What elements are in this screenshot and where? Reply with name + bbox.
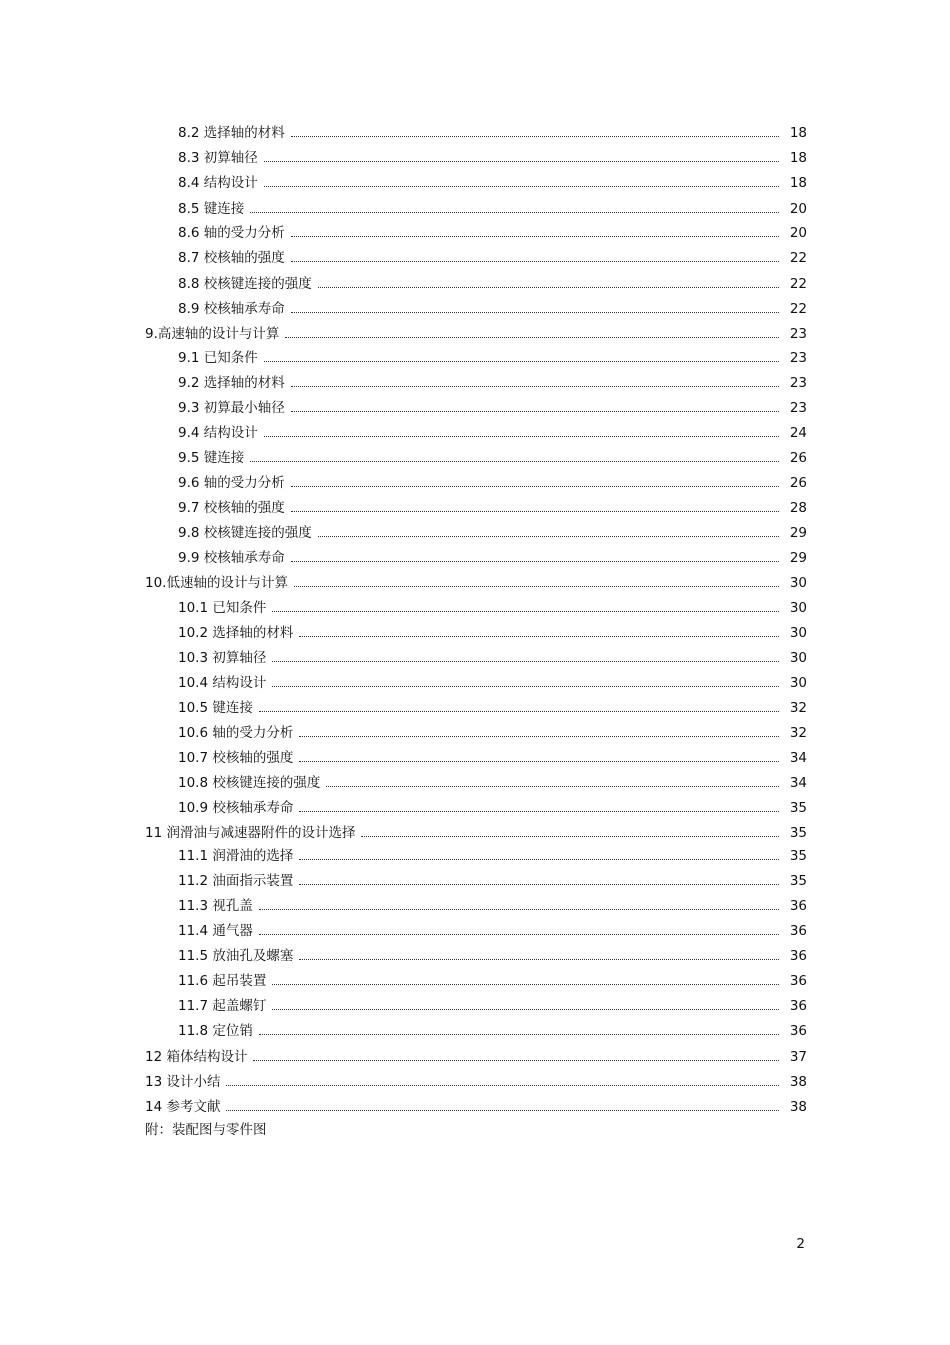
toc-entry-label: 11.6 起吊装置 xyxy=(178,973,267,989)
dot-leader xyxy=(291,385,779,387)
toc-entry[interactable] xyxy=(178,221,807,241)
dot-leader xyxy=(285,336,779,338)
dot-leader xyxy=(272,983,779,985)
toc-entry[interactable] xyxy=(145,1095,807,1115)
toc-entry[interactable] xyxy=(178,746,807,766)
toc-entry[interactable] xyxy=(178,346,807,366)
dot-leader xyxy=(294,585,779,587)
toc-entry-label: 9.9 校核轴承寿命 xyxy=(178,550,285,566)
toc-entry-label: 10.9 校核轴承寿命 xyxy=(178,800,294,816)
dot-leader xyxy=(259,710,779,712)
dot-leader xyxy=(291,410,779,412)
toc-entry-label: 8.7 校核轴的强度 xyxy=(178,250,285,266)
toc-entry-page: 20 xyxy=(789,201,807,217)
dot-leader xyxy=(264,435,779,437)
toc-entry[interactable] xyxy=(178,197,807,217)
dot-leader xyxy=(259,908,779,910)
toc-entry-page: 36 xyxy=(789,923,807,939)
toc-entry[interactable] xyxy=(178,146,807,166)
toc-entry-page: 29 xyxy=(789,550,807,566)
dot-leader xyxy=(259,1033,779,1035)
dot-leader xyxy=(299,858,779,860)
toc-entry[interactable] xyxy=(178,121,807,141)
dot-leader xyxy=(291,510,779,512)
toc-entry-label: 9.8 校核键连接的强度 xyxy=(178,525,312,541)
toc-entry-label: 8.4 结构设计 xyxy=(178,175,258,191)
toc-entry-label: 11 润滑油与减速器附件的设计选择 xyxy=(145,825,356,841)
toc-entry-page: 20 xyxy=(789,225,807,241)
dot-leader xyxy=(299,635,779,637)
dot-leader xyxy=(272,685,779,687)
toc-entry[interactable] xyxy=(145,571,807,591)
toc-entry[interactable] xyxy=(178,969,807,989)
dot-leader xyxy=(291,135,779,137)
toc-entry[interactable] xyxy=(178,869,807,889)
dot-leader xyxy=(264,160,779,162)
toc-entry-label: 13 设计小结 xyxy=(145,1074,221,1090)
toc-entry-page: 30 xyxy=(789,625,807,641)
toc-entry-label: 11.7 起盖螺钉 xyxy=(178,998,267,1014)
toc-entry-label: 10.5 键连接 xyxy=(178,700,253,716)
toc-entry-label: 10.7 校核轴的强度 xyxy=(178,750,294,766)
toc-entry[interactable] xyxy=(178,944,807,964)
toc-entry[interactable] xyxy=(178,496,807,516)
toc-entry[interactable] xyxy=(178,446,807,466)
toc-entry[interactable] xyxy=(145,322,807,342)
toc-entry[interactable] xyxy=(178,1019,807,1039)
toc-entry-label: 10.3 初算轴径 xyxy=(178,650,267,666)
toc-entry[interactable] xyxy=(145,1045,807,1065)
toc-entry[interactable] xyxy=(178,421,807,441)
toc-entry-label: 10.低速轴的设计与计算 xyxy=(145,575,288,591)
toc-entry-page: 35 xyxy=(789,873,807,889)
dot-leader xyxy=(291,260,779,262)
dot-leader xyxy=(272,660,779,662)
dot-leader xyxy=(250,211,779,213)
dot-leader xyxy=(299,760,779,762)
toc-entry-page: 36 xyxy=(789,898,807,914)
toc-entry-label: 11.2 油面指示装置 xyxy=(178,873,294,889)
toc-entry-label: 9.7 校核轴的强度 xyxy=(178,500,285,516)
toc-entry-page: 35 xyxy=(789,825,807,841)
toc-entry[interactable] xyxy=(178,521,807,541)
toc-entry-label: 10.4 结构设计 xyxy=(178,675,267,691)
dot-leader xyxy=(253,1059,779,1061)
toc-entry-page: 36 xyxy=(789,948,807,964)
dot-leader xyxy=(226,1109,779,1111)
toc-entry-label: 8.3 初算轴径 xyxy=(178,150,258,166)
dot-leader xyxy=(291,485,779,487)
toc-entry-label: 10.1 已知条件 xyxy=(178,600,267,616)
toc-entry[interactable] xyxy=(178,546,807,566)
toc-entry-page: 28 xyxy=(789,500,807,516)
toc-entry-page: 34 xyxy=(789,775,807,791)
toc-entry-page: 37 xyxy=(789,1049,807,1065)
dot-leader xyxy=(272,1008,779,1010)
toc-entry-page: 35 xyxy=(789,800,807,816)
toc-entry-label: 11.4 通气器 xyxy=(178,923,253,939)
toc-entry-page: 24 xyxy=(789,425,807,441)
toc-entry[interactable] xyxy=(178,171,807,191)
toc-entry-label: 8.9 校核轴承寿命 xyxy=(178,301,285,317)
dot-leader xyxy=(291,235,779,237)
toc-entry[interactable] xyxy=(178,994,807,1014)
toc-entry-page: 18 xyxy=(789,175,807,191)
toc-entry-label: 9.5 键连接 xyxy=(178,450,245,466)
dot-leader xyxy=(272,610,779,612)
toc-entry-page: 36 xyxy=(789,1023,807,1039)
toc-entry[interactable] xyxy=(145,821,807,841)
toc-entry-page: 35 xyxy=(789,848,807,864)
toc-entry-page: 22 xyxy=(789,301,807,317)
toc-entry[interactable] xyxy=(178,771,807,791)
toc-entry[interactable] xyxy=(145,1070,807,1090)
toc-entry-label: 8.2 选择轴的材料 xyxy=(178,125,285,141)
toc-entry-page: 36 xyxy=(789,998,807,1014)
toc-entry-label: 11.8 定位销 xyxy=(178,1023,253,1039)
toc-entry-label: 10.8 校核键连接的强度 xyxy=(178,775,321,791)
dot-leader xyxy=(318,535,779,537)
toc-entry-label: 9.6 轴的受力分析 xyxy=(178,475,285,491)
toc-entry-page: 30 xyxy=(789,675,807,691)
toc-entry[interactable] xyxy=(178,396,807,416)
toc-entry-page: 30 xyxy=(789,600,807,616)
dot-leader xyxy=(226,1084,779,1086)
toc-entry-page: 30 xyxy=(789,650,807,666)
dot-leader xyxy=(299,810,779,812)
toc-entry-label: 14 参考文献 xyxy=(145,1099,221,1115)
toc-entry-label: 8.6 轴的受力分析 xyxy=(178,225,285,241)
toc-entry-page: 26 xyxy=(789,475,807,491)
toc-entry[interactable] xyxy=(178,297,807,317)
toc-entry-page: 23 xyxy=(789,326,807,342)
toc-entry-label: 9.高速轴的设计与计算 xyxy=(145,326,280,342)
toc-entry-label: 8.5 键连接 xyxy=(178,201,245,217)
toc-entry-label: 10.2 选择轴的材料 xyxy=(178,625,294,641)
toc-entry[interactable] xyxy=(178,646,807,666)
toc-entry-label: 12 箱体结构设计 xyxy=(145,1049,248,1065)
toc-entry-page: 30 xyxy=(789,575,807,591)
toc-entry-page: 38 xyxy=(789,1099,807,1115)
dot-leader xyxy=(299,958,779,960)
toc-entry-page: 23 xyxy=(789,350,807,366)
toc-entry[interactable] xyxy=(178,471,807,491)
dot-leader xyxy=(291,311,779,313)
toc-entry[interactable] xyxy=(178,596,807,616)
toc-entry-page: 34 xyxy=(789,750,807,766)
toc-entry[interactable] xyxy=(178,844,807,864)
toc-entry-label: 11.1 润滑油的选择 xyxy=(178,848,294,864)
dot-leader xyxy=(264,185,779,187)
toc-entry-page: 36 xyxy=(789,973,807,989)
toc-entry[interactable] xyxy=(178,721,807,741)
page-number: 2 xyxy=(796,1236,805,1252)
dot-leader xyxy=(318,286,779,288)
dot-leader xyxy=(299,735,779,737)
toc-entry-label: 11.3 视孔盖 xyxy=(178,898,253,914)
dot-leader xyxy=(264,360,779,362)
dot-leader xyxy=(250,460,779,462)
dot-leader xyxy=(291,560,779,562)
toc-entry-label: 10.6 轴的受力分析 xyxy=(178,725,294,741)
toc-entry-page: 32 xyxy=(789,700,807,716)
appendix-line: 附：装配图与零件图 xyxy=(145,1122,267,1138)
toc-entry[interactable] xyxy=(178,246,807,266)
toc-entry-page: 23 xyxy=(789,375,807,391)
toc-entry[interactable] xyxy=(178,671,807,691)
toc-entry-page: 26 xyxy=(789,450,807,466)
dot-leader xyxy=(259,933,779,935)
dot-leader xyxy=(361,835,779,837)
toc-entry-page: 23 xyxy=(789,400,807,416)
toc-entry-page: 29 xyxy=(789,525,807,541)
toc-entry-page: 18 xyxy=(789,150,807,166)
toc-entry-page: 32 xyxy=(789,725,807,741)
dot-leader xyxy=(326,785,779,787)
toc-entry[interactable] xyxy=(178,696,807,716)
toc-entry-label: 9.2 选择轴的材料 xyxy=(178,375,285,391)
toc-entry[interactable] xyxy=(178,371,807,391)
toc-entry[interactable] xyxy=(178,796,807,816)
toc-entry[interactable] xyxy=(178,272,807,292)
toc-entry-label: 9.3 初算最小轴径 xyxy=(178,400,285,416)
toc-entry-label: 8.8 校核键连接的强度 xyxy=(178,276,312,292)
toc-entry-page: 22 xyxy=(789,250,807,266)
toc-entry[interactable] xyxy=(178,621,807,641)
toc-entry-label: 11.5 放油孔及螺塞 xyxy=(178,948,294,964)
toc-entry-label: 9.4 结构设计 xyxy=(178,425,258,441)
toc-entry-page: 18 xyxy=(789,125,807,141)
toc-entry[interactable] xyxy=(178,919,807,939)
toc-entry[interactable] xyxy=(178,894,807,914)
toc-entry-page: 38 xyxy=(789,1074,807,1090)
toc-entry-page: 22 xyxy=(789,276,807,292)
dot-leader xyxy=(299,883,779,885)
toc-entry-label: 9.1 已知条件 xyxy=(178,350,258,366)
